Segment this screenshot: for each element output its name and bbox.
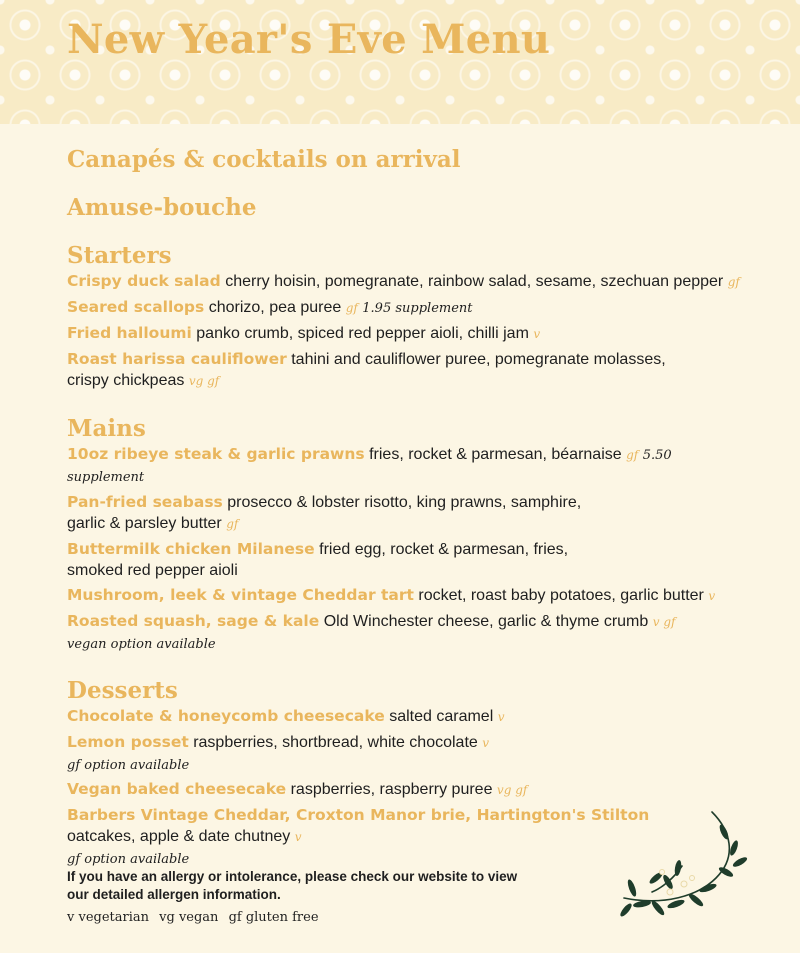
legend-gluten-free: gf gluten free: [228, 910, 319, 925]
dietary-tags: vg gf: [188, 374, 220, 388]
dish-description: cherry hoisin, pomegranate, rainbow salad, sesame, szechuan pepper: [225, 273, 724, 290]
dietary-tags: gf: [226, 517, 239, 531]
option-note: vegan option available: [67, 637, 216, 652]
dietary-tags: v: [294, 830, 302, 844]
amuse-bouche-heading: Amuse-bouche: [67, 194, 257, 221]
dish-name: Barbers Vintage Cheddar, Croxton Manor brie, Hartington's Stilton: [67, 806, 650, 824]
dish-description-continued: garlic & parsley butter: [67, 515, 222, 532]
dietary-tags: gf: [626, 448, 639, 462]
dish-description: raspberries, shortbread, white chocolate: [193, 734, 478, 751]
page-title: New Year's Eve Menu: [67, 16, 551, 63]
mains-heading: Mains: [67, 415, 146, 442]
supplement-price: 5.50 supplement: [67, 448, 672, 485]
dish-name: Lemon posset: [67, 733, 189, 751]
dietary-tags: vg gf: [496, 783, 528, 797]
dish-description: fries, rocket & parmesan, béarnaise: [369, 446, 622, 463]
footer: [67, 868, 547, 927]
allergy-notice-line-1: If you have an allergy or intolerance, please check our website to view: [67, 869, 518, 884]
supplement-price: 1.95 supplement: [362, 301, 473, 316]
dish-name: Vegan baked cheesecake: [67, 780, 287, 798]
dietary-tags: gf: [345, 301, 358, 315]
menu-item: [67, 271, 747, 293]
menu-item: [67, 585, 747, 607]
leaf-sprig-icon: [612, 808, 752, 928]
dish-description: chorizo, pea puree: [208, 299, 342, 316]
dish-description: prosecco & lobster risotto, king prawns, samphire,: [227, 494, 582, 511]
dish-description-continued: crispy chickpeas: [67, 372, 185, 389]
legend-vegetarian: v vegetarian: [67, 910, 149, 925]
header-banner: [0, 0, 800, 124]
dish-name: Pan-fried seabass: [67, 493, 223, 511]
dish-name: Buttermilk chicken Milanese: [67, 540, 315, 558]
dish-name: Roast harissa cauliflower: [67, 350, 287, 368]
menu-item: [67, 297, 747, 319]
dish-description-continued: oatcakes, apple & date chutney: [67, 828, 291, 845]
dish-description-continued: smoked red pepper aioli: [67, 562, 238, 579]
option-note: gf option available: [67, 758, 190, 773]
menu-item: [67, 611, 747, 633]
legend-vegan: vg vegan: [159, 910, 219, 925]
menu-item: [67, 492, 747, 535]
dish-name: Mushroom, leek & vintage Cheddar tart: [67, 586, 414, 604]
dish-description: Old Winchester cheese, garlic & thyme crumb: [323, 613, 649, 630]
dish-description: fried egg, rocket & parmesan, fries,: [319, 541, 569, 558]
allergy-notice: [67, 868, 547, 904]
dish-description: raspberries, raspberry puree: [290, 781, 493, 798]
dish-name: Fried halloumi: [67, 324, 192, 342]
dish-description: rocket, roast baby potatoes, garlic butter: [418, 587, 704, 604]
dish-name: Chocolate & honeycomb cheesecake: [67, 707, 385, 725]
menu-item: [67, 706, 747, 728]
dish-name: Seared scallops: [67, 298, 205, 316]
dietary-tags: v: [533, 327, 541, 341]
menu-item: [67, 349, 747, 392]
dish-description: tahini and cauliflower puree, pomegranate molasses,: [291, 351, 666, 368]
dietary-tags: v: [497, 710, 505, 724]
dietary-legend: [67, 909, 547, 927]
dish-description: panko crumb, spiced red pepper aioli, chilli jam: [196, 325, 529, 342]
canapes-heading: Canapés & cocktails on arrival: [67, 146, 461, 173]
dish-name: Roasted squash, sage & kale: [67, 612, 320, 630]
dietary-tags: gf: [727, 275, 740, 289]
menu-item: [67, 539, 747, 581]
dish-description: salted caramel: [389, 708, 494, 725]
menu-item: [67, 323, 747, 345]
menu-content: [67, 145, 747, 873]
menu-item: [67, 444, 747, 488]
menu-item: [67, 732, 747, 754]
dietary-tags: v: [482, 736, 490, 750]
allergy-notice-line-2: our detailed allergen information.: [67, 887, 281, 902]
dietary-tags: v: [708, 589, 716, 603]
starters-heading: Starters: [67, 242, 172, 269]
dish-name: Crispy duck salad: [67, 272, 221, 290]
dietary-tags: v gf: [652, 615, 676, 629]
dish-name: 10oz ribeye steak & garlic prawns: [67, 445, 365, 463]
option-note: gf option available: [67, 852, 190, 867]
desserts-heading: Desserts: [67, 677, 178, 704]
menu-item: [67, 779, 747, 801]
